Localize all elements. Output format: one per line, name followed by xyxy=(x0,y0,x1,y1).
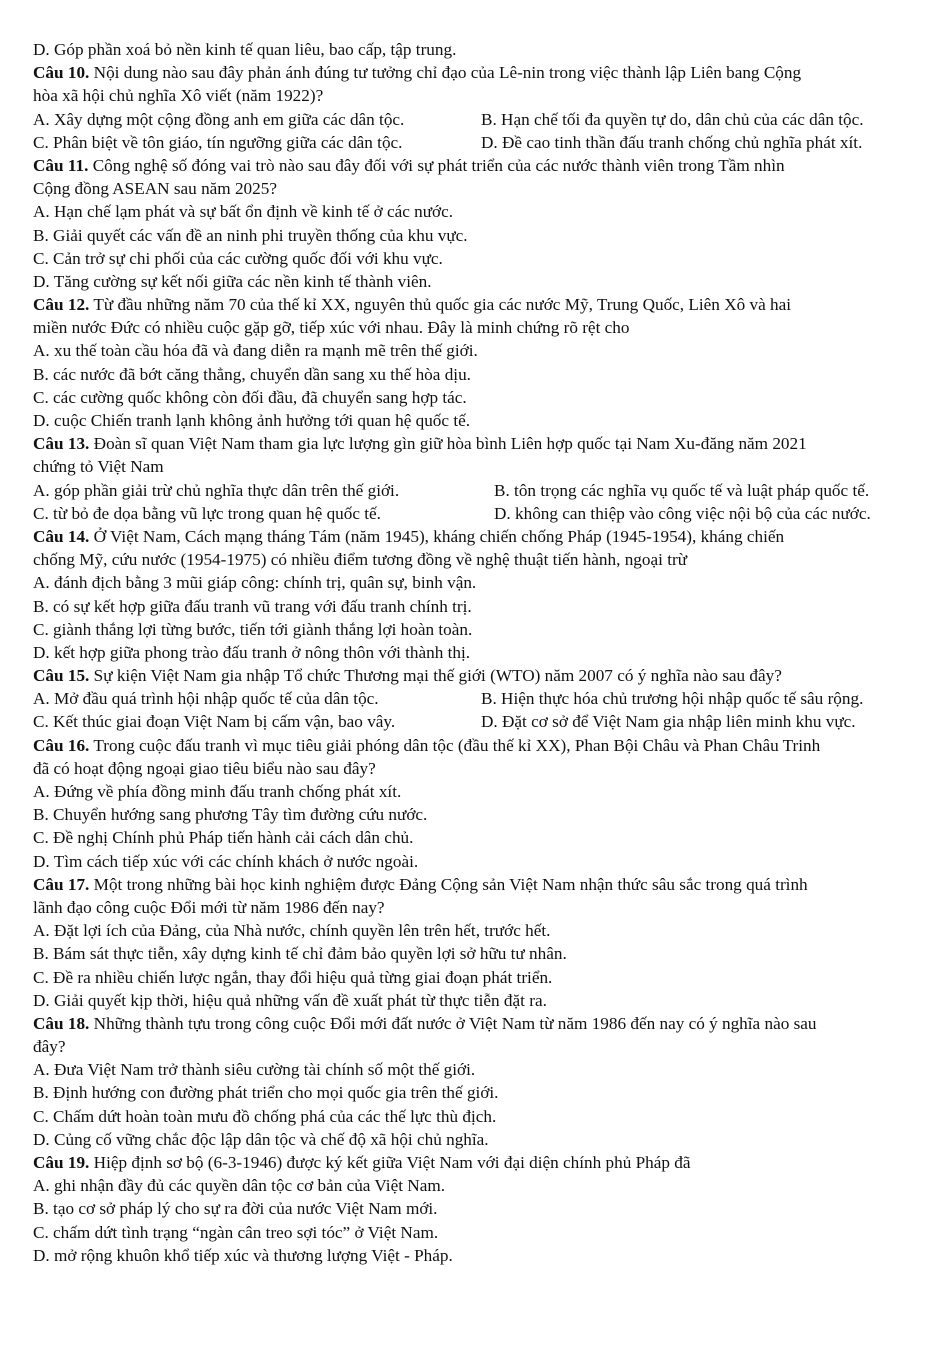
question-stem: Một trong những bài học kinh nghiệm được Đảng Cộng sản Việt Nam nhận thức sâu sắc trong quá trình xyxy=(89,874,808,894)
question-number: Câu 16. xyxy=(33,735,90,755)
option-c: C. Phân biệt về tôn giáo, tín ngưỡng giữa các dân tộc. xyxy=(33,132,403,152)
question-stem: Trong cuộc đấu tranh vì mục tiêu giải phóng dân tộc (đầu thế kỉ XX), Phan Bội Châu và Phan Châu Trinh xyxy=(89,735,821,755)
option-c: C. giành thắng lợi từng bước, tiến tới giành thắng lợi hoàn toàn. xyxy=(33,619,473,639)
question-stem-cont: chứng tỏ Việt Nam xyxy=(33,457,164,477)
question-stem-cont: đã có hoạt động ngoại giao tiêu biểu nào sau đây? xyxy=(33,758,376,778)
option-a: A. góp phần giải trừ chủ nghĩa thực dân trên thế giới. xyxy=(33,480,400,500)
question-number: Câu 11. xyxy=(33,155,89,175)
option-c: C. Đề ra nhiều chiến lược ngắn, thay đổi hiệu quả từng giai đoạn phát triển. xyxy=(33,967,553,987)
option-d: D. cuộc Chiến tranh lạnh không ảnh hưởng tới quan hệ quốc tế. xyxy=(33,411,471,430)
option-b: B. Giải quyết các vấn đề an ninh phi truyền thống của khu vực. xyxy=(33,225,468,245)
question-number: Câu 15. xyxy=(33,666,90,686)
question-stem-cont: miền nước Đức có nhiều cuộc gặp gỡ, tiếp xúc với nhau. Đây là minh chứng rõ rệt cho xyxy=(33,318,630,338)
question-stem-cont: Cộng đồng ASEAN sau năm 2025? xyxy=(33,179,277,199)
option-c: C. Chấm dứt hoàn toàn mưu đồ chống phá của các thế lực thù địch. xyxy=(33,1106,497,1126)
question-stem: Từ đầu những năm 70 của thế kỉ XX, nguyên thủ quốc gia các nước Mỹ, Trung Quốc, Liên Xô và hai xyxy=(89,295,792,315)
option-b: B. Chuyển hướng sang phương Tây tìm đường cứu nước. xyxy=(33,805,428,825)
option-a: A. đánh địch bằng 3 mũi giáp công: chính trị, quân sự, binh vận. xyxy=(33,573,477,593)
question-16 xyxy=(33,734,923,873)
question-stem-cont: hòa xã hội chủ nghĩa Xô viết (năm 1922)? xyxy=(33,86,324,106)
option-d: D. Đặt cơ sở để Việt Nam gia nhập liên minh khu vực. xyxy=(481,712,856,732)
option-d: D. kết hợp giữa phong trào đấu tranh ở nông thôn với thành thị. xyxy=(33,642,471,662)
option-a: A. Xây dựng một cộng đồng anh em giữa các dân tộc. xyxy=(33,109,405,129)
option-c: C. các cường quốc không còn đối đầu, đã chuyển sang hợp tác. xyxy=(33,387,467,407)
option-d: D. không can thiệp vào công việc nội bộ của các nước. xyxy=(494,503,871,523)
question-stem-cont: chống Mỹ, cứu nước (1954-1975) có nhiều điểm tương đồng về nghệ thuật tiến hành, ngoại trừ xyxy=(33,550,688,570)
option-d: D. mở rộng khuôn khổ tiếp xúc và thương lượng Việt - Pháp. xyxy=(33,1245,453,1265)
question-14 xyxy=(33,525,923,664)
question-number: Câu 14. xyxy=(33,526,90,546)
question-13 xyxy=(33,432,923,525)
option-a: A. Đưa Việt Nam trở thành siêu cường tài chính số một thế giới. xyxy=(33,1060,476,1080)
question-number: Câu 12. xyxy=(33,295,90,315)
option-b: B. tôn trọng các nghĩa vụ quốc tế và luật pháp quốc tế. xyxy=(494,480,870,500)
question-stem: Đoàn sĩ quan Việt Nam tham gia lực lượng gìn giữ hòa bình Liên hợp quốc tại Nam Xu-đăng năm 2021 xyxy=(89,434,807,454)
option-a: A. ghi nhận đầy đủ các quyền dân tộc cơ bản của Việt Nam. xyxy=(33,1176,445,1196)
question-19 xyxy=(33,1151,923,1267)
question-17 xyxy=(33,873,923,1012)
option-b: B. Hạn chế tối đa quyền tự do, dân chủ của các dân tộc. xyxy=(481,109,864,129)
option-c: C. từ bỏ đe dọa bằng vũ lực trong quan hệ quốc tế. xyxy=(33,503,381,523)
option-b: B. Hiện thực hóa chủ trương hội nhập quốc tế sâu rộng. xyxy=(481,689,864,709)
option-d: D. Tăng cường sự kết nối giữa các nền kinh tế thành viên. xyxy=(33,271,432,291)
option-a: A. Đặt lợi ích của Đảng, của Nhà nước, chính quyền lên trên hết, trước hết. xyxy=(33,921,551,941)
option-c: C. Đề nghị Chính phủ Pháp tiến hành cải cách dân chủ. xyxy=(33,828,414,848)
question-stem: Hiệp định sơ bộ (6-3-1946) được ký kết giữa Việt Nam với đại diện chính phủ Pháp đã xyxy=(89,1153,691,1172)
option-b: B. các nước đã bớt căng thẳng, chuyển dần sang xu thế hòa dịu. xyxy=(33,364,471,384)
option-d: D. Đề cao tinh thần đấu tranh chống chủ nghĩa phát xít. xyxy=(481,132,863,152)
option-b: B. Định hướng con đường phát triển cho mọi quốc gia trên thế giới. xyxy=(33,1083,499,1103)
exam-page xyxy=(33,38,923,1267)
question-15 xyxy=(33,664,923,734)
question-12 xyxy=(33,293,923,432)
question-10 xyxy=(33,61,923,154)
question-stem: Ở Việt Nam, Cách mạng tháng Tám (năm 1945), kháng chiến chống Pháp (1945-1954), kháng chiến xyxy=(89,526,785,546)
question-number: Câu 10. xyxy=(33,63,90,83)
question-number: Câu 19. xyxy=(33,1153,90,1172)
question-stem: Sự kiện Việt Nam gia nhập Tổ chức Thương mại thế giới (WTO) năm 2007 có ý nghĩa nào sau đây? xyxy=(89,666,782,686)
question-number: Câu 17. xyxy=(33,874,90,894)
question-number: Câu 18. xyxy=(33,1013,90,1033)
option-a: A. xu thế toàn cầu hóa đã và đang diễn ra mạnh mẽ trên thế giới. xyxy=(33,341,478,361)
option-b: B. Bám sát thực tiễn, xây dựng kinh tế chỉ đảm bảo quyền lợi sở hữu tư nhân. xyxy=(33,944,567,964)
option-c: C. chấm dứt tình trạng “ngàn cân treo sợi tóc” ở Việt Nam. xyxy=(33,1222,439,1242)
prev-question-option-d: D. Góp phần xoá bỏ nền kinh tế quan liêu, bao cấp, tập trung. xyxy=(33,40,457,59)
question-number: Câu 13. xyxy=(33,434,90,454)
question-stem: Nội dung nào sau đây phản ánh đúng tư tưởng chỉ đạo của Lê-nin trong việc thành lập Liên bang Cộng xyxy=(89,63,802,83)
option-d: D. Củng cố vững chắc độc lập dân tộc và chế độ xã hội chủ nghĩa. xyxy=(33,1129,489,1149)
question-stem: Những thành tựu trong công cuộc Đổi mới đất nước ở Việt Nam từ năm 1986 đến nay có ý nghĩa nào sau xyxy=(89,1013,817,1033)
option-c: C. Cản trở sự chi phối của các cường quốc đối với khu vực. xyxy=(33,248,443,268)
option-b: B. có sự kết hợp giữa đấu tranh vũ trang với đấu tranh chính trị. xyxy=(33,596,472,616)
option-c: C. Kết thúc giai đoạn Việt Nam bị cấm vận, bao vây. xyxy=(33,712,396,732)
question-stem-cont: đây? xyxy=(33,1037,66,1057)
option-a: A. Mở đầu quá trình hội nhập quốc tế của dân tộc. xyxy=(33,689,379,709)
option-a: A. Đứng về phía đồng minh đấu tranh chống phát xít. xyxy=(33,782,402,801)
question-18 xyxy=(33,1012,923,1151)
option-d: D. Tìm cách tiếp xúc với các chính khách ở nước ngoài. xyxy=(33,851,419,871)
option-a: A. Hạn chế lạm phát và sự bất ổn định về kinh tế ở các nước. xyxy=(33,202,454,222)
question-stem-cont: lãnh đạo công cuộc Đổi mới từ năm 1986 đến nay? xyxy=(33,897,385,917)
option-d: D. Giải quyết kịp thời, hiệu quả những vấn đề xuất phát từ thực tiễn đặt ra. xyxy=(33,990,547,1010)
question-11 xyxy=(33,154,923,293)
option-b: B. tạo cơ sở pháp lý cho sự ra đời của nước Việt Nam mới. xyxy=(33,1199,438,1219)
question-stem: Công nghệ số đóng vai trò nào sau đây đối với sự phát triển của các nước thành viên trong Tầm nhìn xyxy=(88,155,785,175)
